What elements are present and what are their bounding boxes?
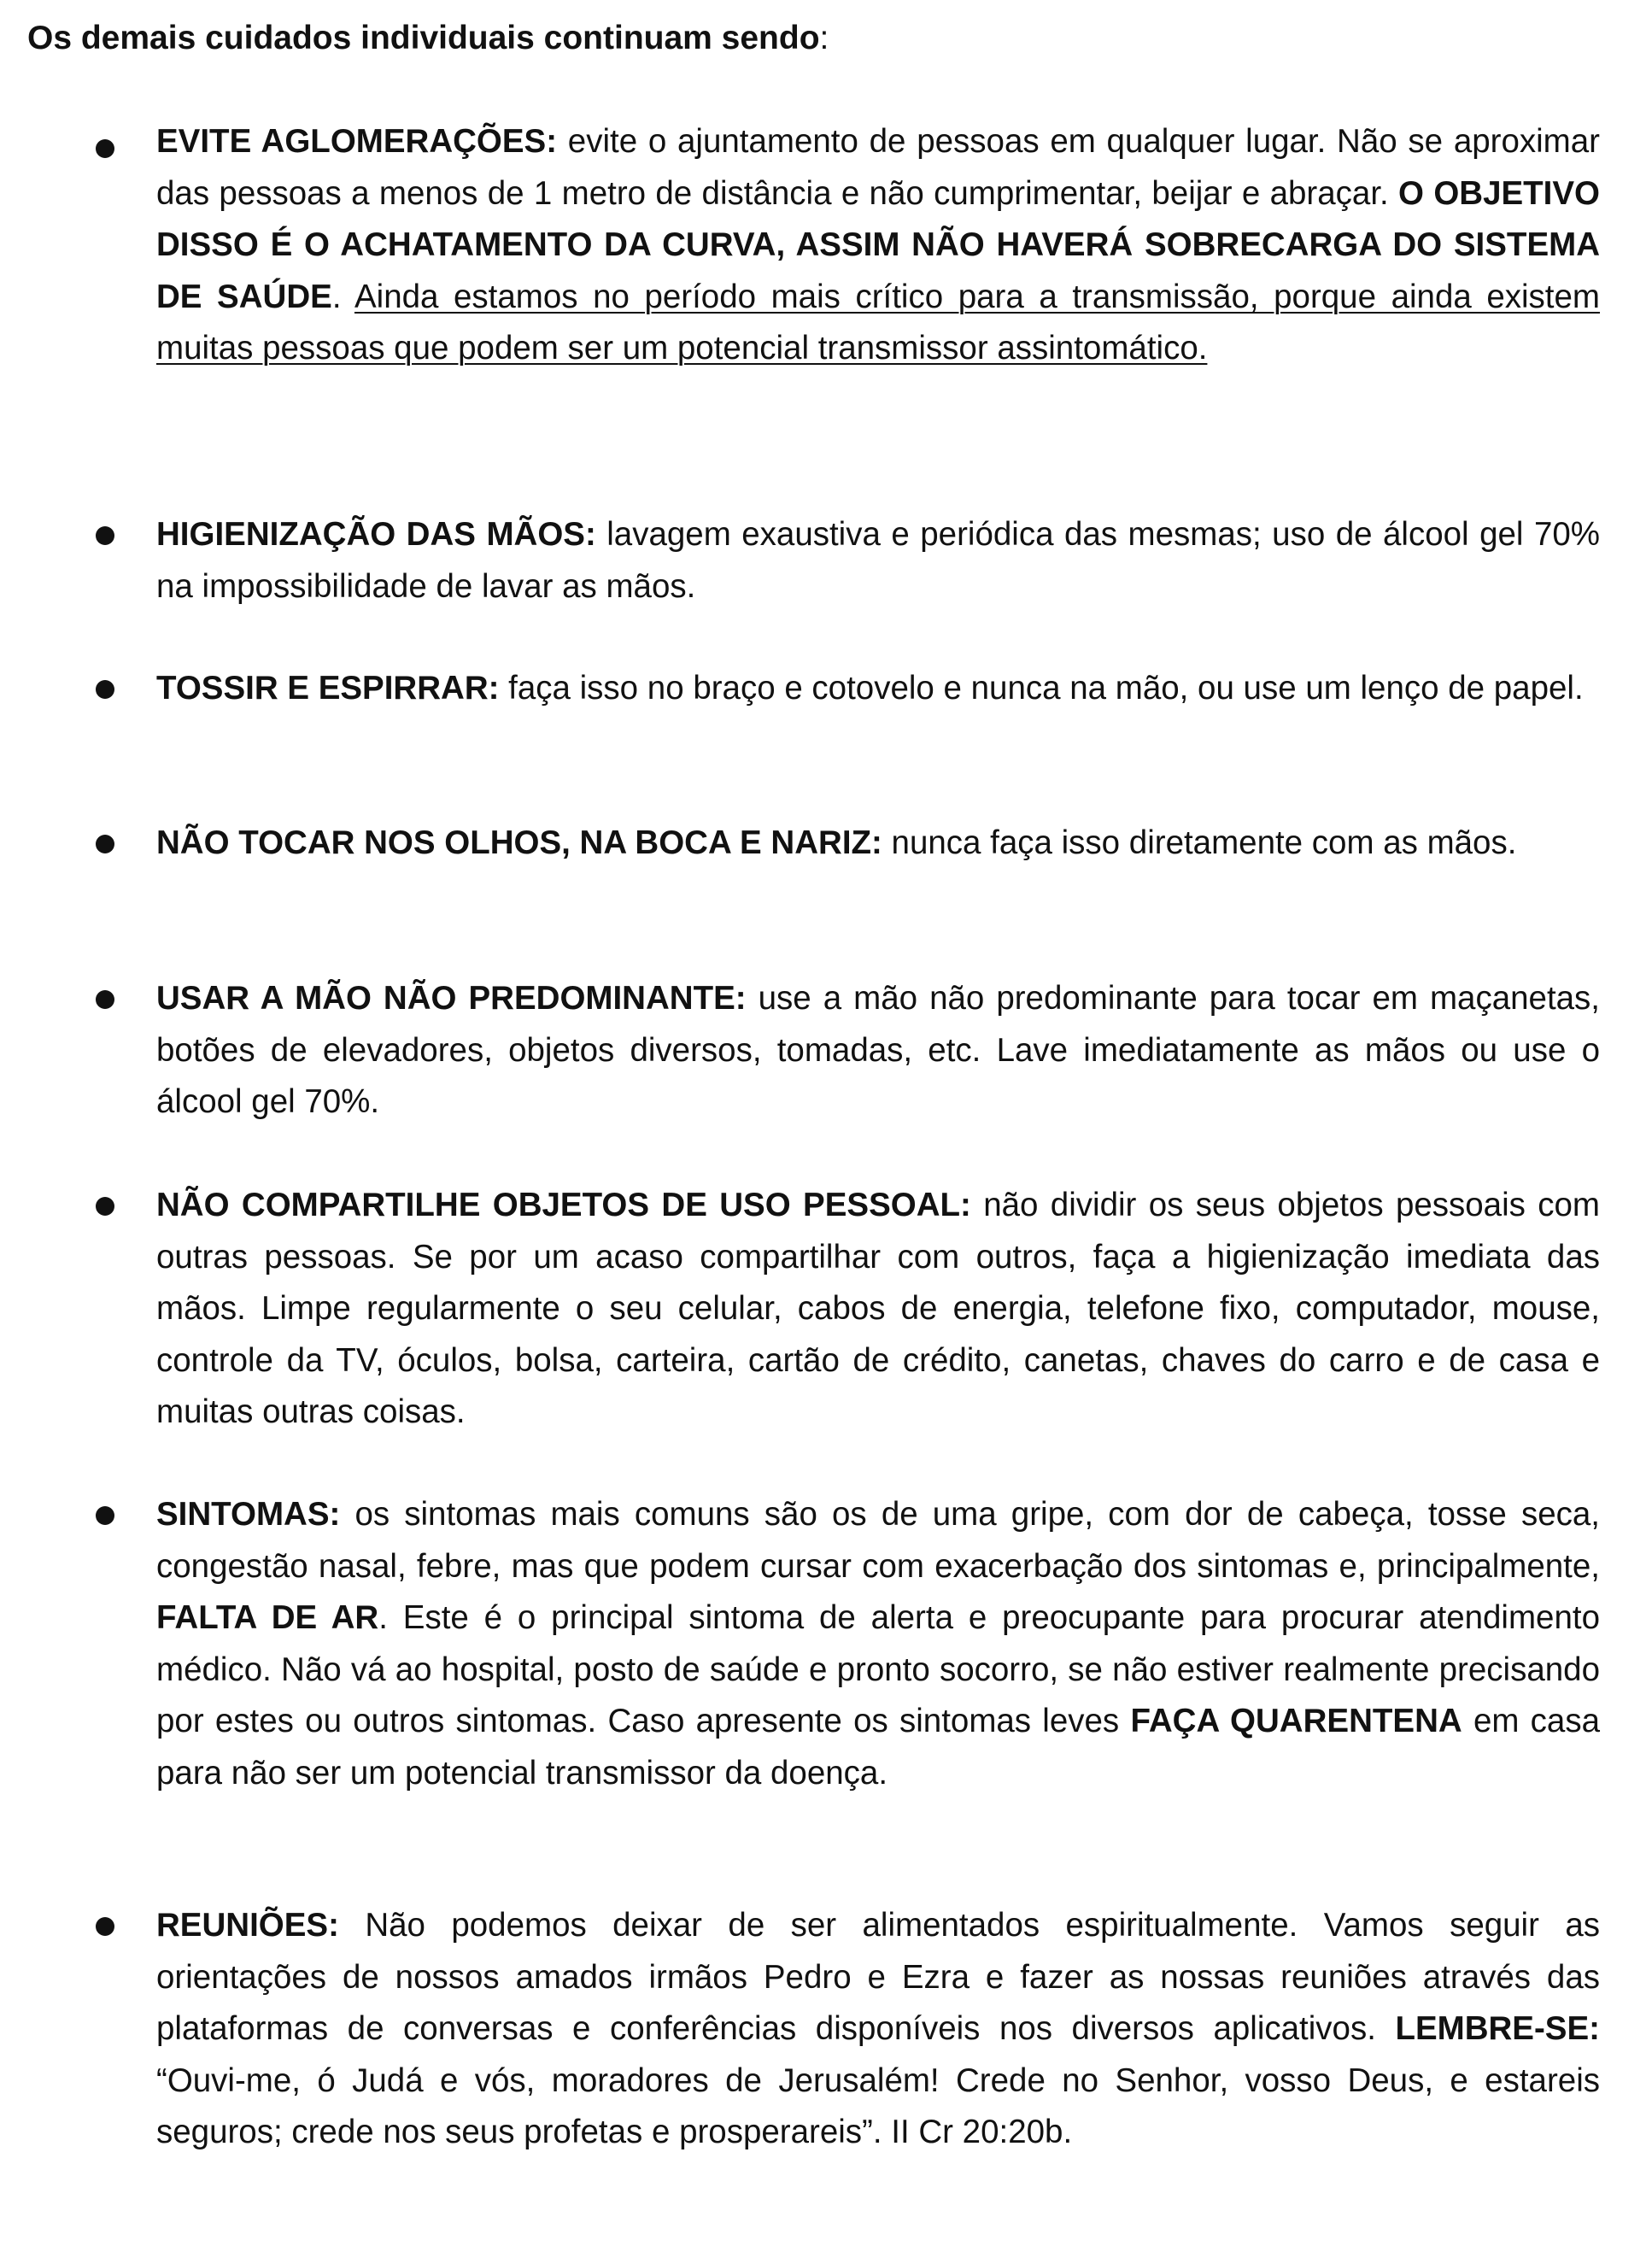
item-text: “Ouvi-me, ó Judá e vós, moradores de Jerusalém! Crede no Senhor, vosso Deus, e estareis seguros; crede nos seus profetas e prosperareis”. II Cr 20:20b. (156, 2061, 1600, 2150)
item-term: NÃO TOCAR NOS OLHOS, NA BOCA E NARIZ: (156, 824, 882, 861)
bullet-icon (96, 1197, 114, 1216)
item-text: faça isso no braço e cotovelo e nunca na mão, ou use um lenço de papel. (499, 670, 1584, 707)
item-term: SINTOMAS: (156, 1496, 341, 1533)
item-text: evite o ajuntamento de pessoas em qualquer lugar. Não se aproximar das pessoas a menos de 1 metro de distância e não cumprimentar, beijar e abraçar. (156, 123, 1600, 212)
item-text: lavagem exaustiva e periódica das mesmas; uso de álcool gel 70% na impossibilidade de lavar as mãos. (156, 516, 1600, 605)
section-heading-colon: : (819, 20, 829, 56)
item-text: Não podemos deixar de ser alimentados espiritualmente. Vamos seguir as orientações de nossos amados irmãos Pedro e Ezra e fazer as nossas reuniões através das plataformas de conversas e conferências disponíveis nos diversos aplicativos. (156, 1907, 1600, 2047)
list-item-text (156, 973, 1600, 1129)
list-item-text (156, 509, 1600, 613)
item-text: . (331, 278, 354, 315)
item-text: nunca faça isso diretamente com as mãos. (882, 824, 1517, 861)
item-emphasis: LEMBRE-SE: (1395, 2010, 1600, 2047)
list-item-text (156, 663, 1600, 715)
list-item-text (156, 1900, 1600, 2159)
list-item-text (156, 818, 1600, 870)
item-term: TOSSIR E ESPIRRAR: (156, 670, 500, 707)
item-underlined-note: Ainda estamos no período mais crítico para a transmissão, porque ainda existem muitas pessoas que podem ser um potencial transmissor assintomático. (156, 278, 1600, 367)
item-text: em casa para não ser um potencial transmissor da doença. (156, 1703, 1601, 1792)
item-emphasis: O OBJETIVO DISSO É O ACHATAMENTO DA CURVA, ASSIM NÃO HAVERÁ SOBRECARGA DO SISTEMA DE SAÚDE (156, 174, 1601, 315)
bullet-icon (96, 680, 114, 699)
section-heading (27, 12, 829, 65)
item-emphasis: FAÇA QUARENTENA (1130, 1703, 1462, 1739)
item-text: use a mão não predominante para tocar em maçanetas, botões de elevadores, objetos diversos, tomadas, etc. Lave imediatamente as mãos ou use o álcool gel 70%. (156, 980, 1600, 1120)
bullet-icon (96, 526, 114, 545)
item-emphasis: FALTA DE AR (156, 1599, 379, 1636)
item-text: . Este é o principal sintoma de alerta e preocupante para procurar atendimento médico. Não vá ao hospital, posto de saúde e pronto socorro, se não estiver realmente precisando por estes ou outros sintomas. Caso apresente os sintomas leves (156, 1599, 1600, 1739)
bullet-icon (96, 139, 114, 158)
bullet-icon (96, 1506, 114, 1525)
list-item-text (156, 1180, 1600, 1439)
item-term: EVITE AGLOMERAÇÕES: (156, 123, 558, 160)
item-text: não dividir os seus objetos pessoais com outras pessoas. Se por um acaso compartilhar com outros, faça a higienização imediata das mãos. Limpe regularmente o seu celular, cabos de energia, telefone fixo, computador, mouse, controle da TV, óculos, bolsa, carteira, cartão de crédito, canetas, chaves do carro e de casa e muitas outras coisas. (156, 1187, 1600, 1430)
item-term: NÃO COMPARTILHE OBJETOS DE USO PESSOAL: (156, 1187, 971, 1223)
list-item-text (156, 1489, 1600, 1799)
bullet-icon (96, 835, 114, 853)
item-term: REUNIÕES: (156, 1907, 339, 1944)
item-term: HIGIENIZAÇÃO DAS MÃOS: (156, 516, 596, 553)
bullet-icon (96, 1917, 114, 1936)
item-text: os sintomas mais comuns são os de uma gripe, com dor de cabeça, tosse seca, congestão nasal, febre, mas que podem cursar com exacerbação dos sintomas e, principalmente, (156, 1496, 1600, 1585)
bullet-icon (96, 990, 114, 1009)
list-item-text (156, 116, 1600, 375)
section-heading-bold: Os demais cuidados individuais continuam sendo (27, 20, 820, 56)
item-term: USAR A MÃO NÃO PREDOMINANTE: (156, 980, 747, 1017)
